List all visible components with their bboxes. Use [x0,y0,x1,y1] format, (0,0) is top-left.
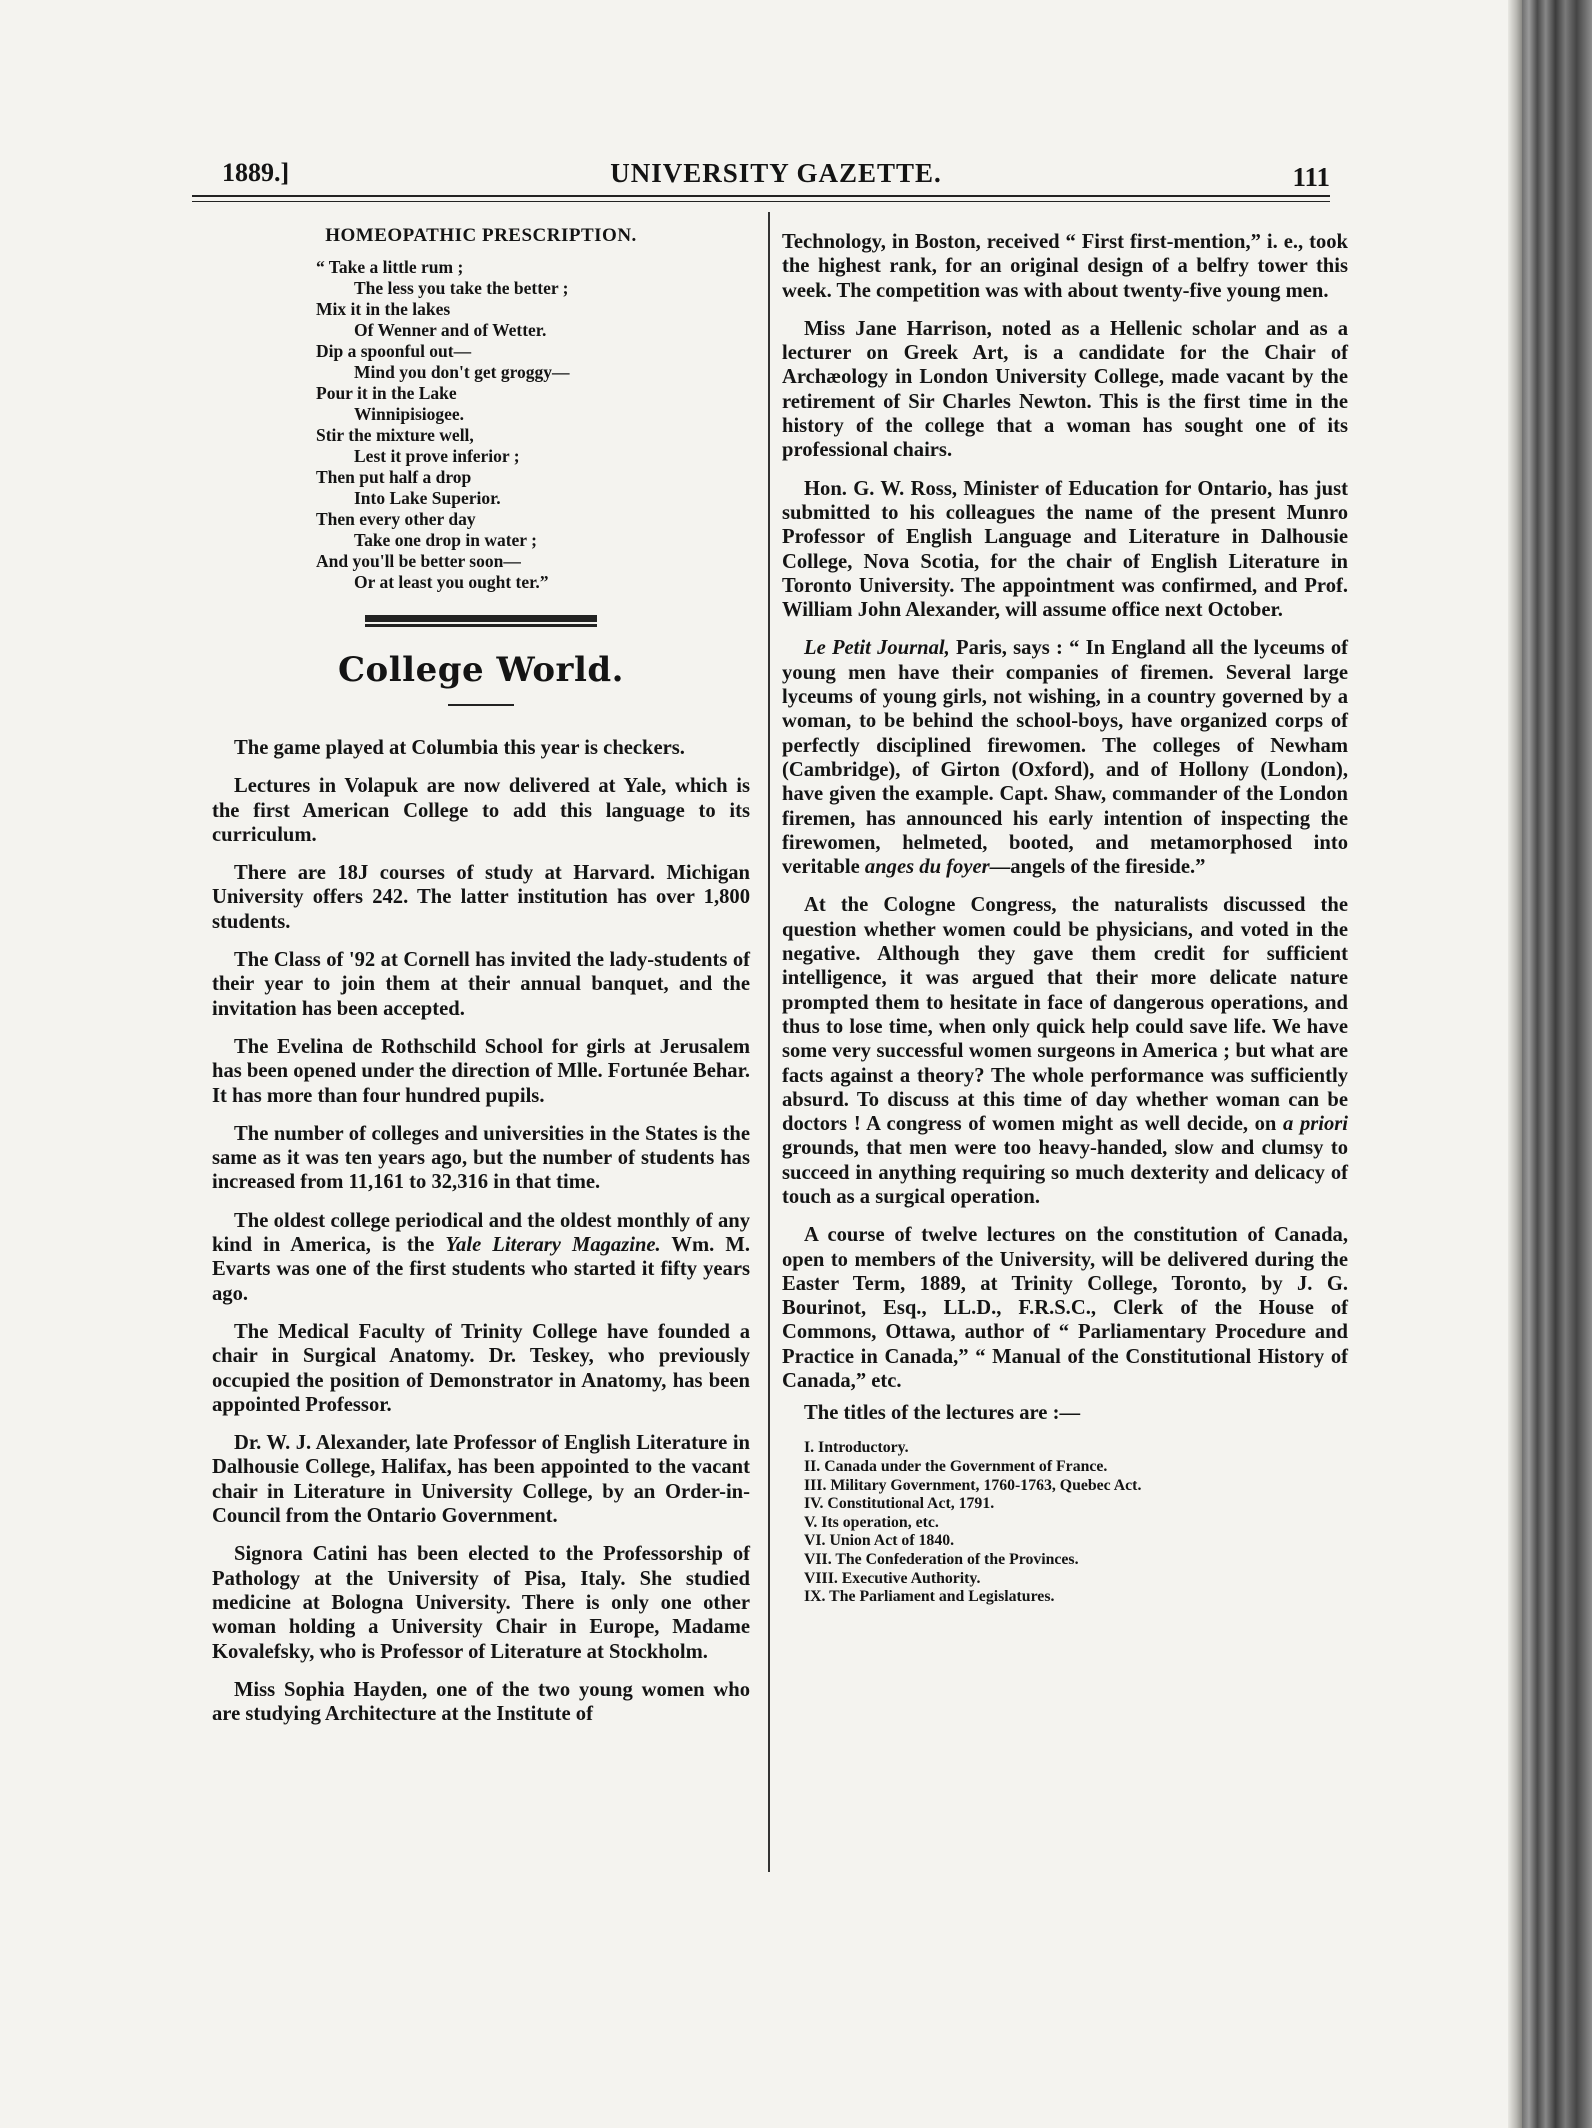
poem-line: Mix it in the lakes [316,299,451,319]
lecture-item: II. Canada under the Government of France. [804,1457,1108,1475]
header-title: UNIVERSITY GAZETTE. [610,158,942,188]
header-rule-thin [192,201,1330,202]
poem-line: Stir the mixture well, [316,425,474,445]
lectures-intro: The titles of the lectures are :— [804,1402,1081,1425]
paragraph-cornell: The Class of '92 at Cornell has invited the lady-students of their year to join them at their annual banquet, and the invitation has been accepted. [212,949,750,1020]
poem-title: HOMEOPATHIC PRESCRIPTION. [325,225,637,246]
page-number: 111 [1292,162,1330,192]
paragraph-hayden: Miss Sophia Hayden, one of the two young women who are studying Architecture at the Institute of [212,1678,750,1726]
lecture-item: I. Introductory. [804,1439,909,1457]
paragraph-yale-magazine: The oldest college periodical and the oldest monthly of any kind in America, is the Yale Literary Magazine. Wm. M. Evarts was one of the first students who started it fifty years ago. [212,1209,750,1305]
poem [316,257,750,593]
section-rule [365,615,597,624]
column-divider [768,212,770,1872]
paragraph-rothschild: The Evelina de Rothschild School for girls at Jerusalem has been opened under the direction of Mlle. Fortunée Behar. It has more than four hundred pupils. [212,1035,750,1107]
poem-line: Winnipisiogee. [354,404,465,424]
paragraph-colleges-count: The number of colleges and universities in the States is the same as it was ten years ago, but the number of students has increased from 11,161 to 32,316 in that time. [212,1122,750,1194]
poem-line: The less you take the better ; [354,278,569,298]
poem-line: And you'll be better soon— [316,551,521,571]
paragraph-columbia: The game played at Columbia this year is checkers. [234,737,685,759]
paragraph-hayden-continued: Technology, in Boston, received “ First first-mention,” i. e., took the highest rank, for an original design of a belfry tower this week. The competition was with about twenty-five young men. [782,231,1348,302]
poem-line: Or at least you ought ter.” [354,572,549,592]
lecture-item: VII. The Confederation of the Provinces. [804,1550,1079,1568]
header-rule [192,195,1330,197]
poem-line: Mind you don't get groggy— [354,362,570,382]
lecture-item: IX. The Parliament and Legislatures. [804,1588,1055,1606]
poem-line: Then every other day [316,509,476,529]
right-column [782,230,1348,1607]
paragraph-harrison: Miss Jane Harrison, noted as a Hellenic scholar and as a lecturer on Greek Art, is a candidate for the Chair of Archæology in London University College, made vacant by the retirement of Sir Charles Newton. This is the first time in the history of the college that a woman has sought one of its professional chairs. [782,317,1348,462]
lecture-list [804,1439,1348,1606]
paragraph-alexander: Dr. W. J. Alexander, late Professor of English Literature in Dalhousie College, Halifax, has been appointed to the vacant chair in Literature in University College, by an Order-in-Council from the Ontario Government. [212,1432,750,1528]
poem-line: Then put half a drop [316,467,472,487]
page-edge [1508,0,1522,2128]
lecture-item: V. Its operation, etc. [804,1513,939,1531]
poem-line: Take one drop in water ; [354,530,537,550]
lecture-item: VIII. Executive Authority. [804,1569,981,1587]
paragraph-catini: Signora Catini has been elected to the Professorship of Pathology at the University of Pisa, Italy. She studied medicine at Bologna University. There is only one other woman holding a University Chair in Europe, Madame Kovalefsky, who is Professor of Literature at Stockholm. [212,1543,750,1663]
section-title-rule [448,704,514,706]
paragraph-volapuk: Lectures in Volapuk are now delivered at Yale, which is the first American College to add this language to its curriculum. [212,775,750,846]
lecture-item: IV. Constitutional Act, 1791. [804,1495,995,1513]
lecture-item: III. Military Government, 1760-1763, Quebec Act. [804,1476,1142,1494]
lecture-item: VI. Union Act of 1840. [804,1532,955,1550]
paragraph-trinity-medical: The Medical Faculty of Trinity College have founded a chair in Surgical Anatomy. Dr. Teskey, who previously occupied the position of Demonstrator in Anatomy, has been appointed Professor. [212,1320,750,1416]
header-year: 1889.] [222,158,290,187]
running-header [222,158,1330,204]
paragraph-petit-journal: Le Petit Journal, Paris, says : “ In England all the lyceums of young men have their companies of firemen. Several large lyceums of young girls, not wishing, in a country governed by a woman, to be behind the school-boys, have organized corps of perfectly disciplined firewomen. The colleges of Newham (Cambridge), of Girton (Oxford), and of Hollony (London), have given the example. Capt. Shaw, commander of the London firemen, has announced his early intention of inspecting the firewomen, helmeted, booted, and metamorphosed into veritable anges du foyer—angels of the fireside.” [782,637,1348,879]
paragraph-harvard: There are 18J courses of study at Harvard. Michigan University offers 242. The latter institution has over 1,800 students. [212,862,750,933]
poem-line: Lest it prove inferior ; [354,446,520,466]
book-spine [1522,0,1592,2128]
poem-line: Of Wenner and of Wetter. [354,320,547,340]
poem-line: “ Take a little rum ; [316,257,464,277]
poem-line: Into Lake Superior. [354,488,501,508]
left-column [212,225,750,1740]
paragraph-cologne: At the Cologne Congress, the naturalists discussed the question whether women could be physicians, and voted in the negative. Although they gave them credit for sufficient intelligence, it was argued that their more delicate nature prompted them to hesitate in face of dangerous operations, and thus to lose time, when only quick help could save life. We have some very successful women surgeons in America ; but what are facts against a theory? The whole performance was sufficiently absurd. To discuss at this time of day whether woman can be doctors ! A congress of women might as well decide, on a priori grounds, that men were too heavy-handed, slow and clumsy to succeed in anything requiring so much dexterity and delicacy of touch as a surgical operation. [782,894,1349,1208]
paragraph-ross: Hon. G. W. Ross, Minister of Education for Ontario, has just submitted to his colleagues the name of the present Munro Professor of English Language and Literature in Dalhousie College, Nova Scotia, for the chair of English Literature in Toronto University. The appointment was confirmed, and Prof. William John Alexander, will assume office next October. [782,477,1348,622]
paragraph-lectures: A course of twelve lectures on the constitution of Canada, open to members of the University, will be delivered during the Easter Term, 1889, at Trinity College, Toronto, by J. G. Bourinot, Esq., LL.D., F.R.S.C., Clerk of the House of Commons, Ottawa, author of “ Parliamentary Procedure and Practice in Canada,” “ Manual of the Constitutional History of Canada,” etc. [782,1224,1348,1393]
section-title: College World. [338,650,624,690]
poem-line: Pour it in the Lake [316,383,457,403]
poem-line: Dip a spoonful out— [316,341,472,361]
